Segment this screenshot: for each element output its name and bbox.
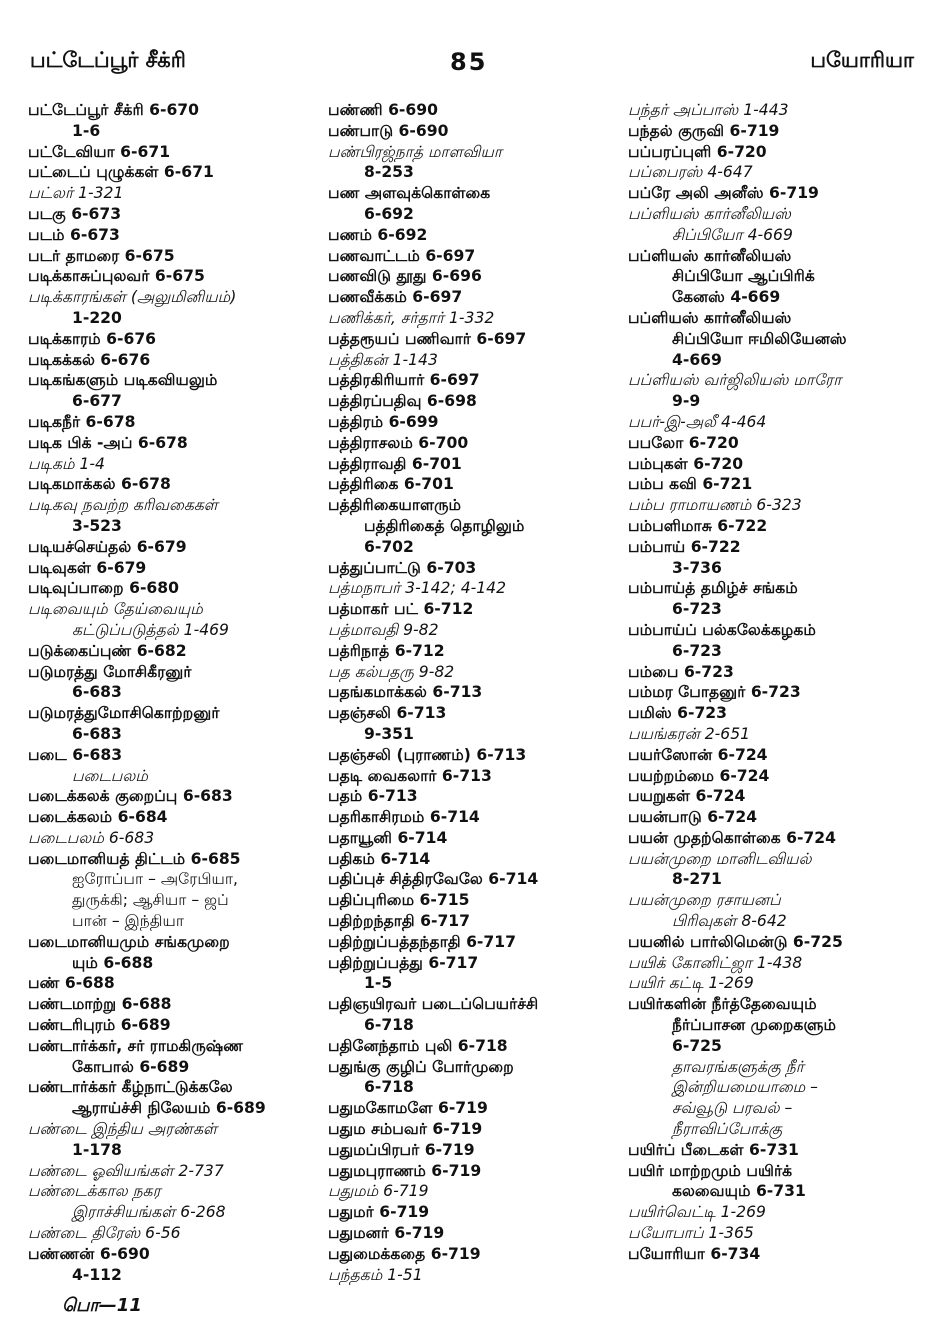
index-entry: பதுமகோமளே 6-719	[328, 1099, 488, 1118]
index-entry: பதுமர் 6-719	[328, 1203, 430, 1222]
index-entry: பயிர்ப் பீடைகள் 6-731	[628, 1140, 799, 1159]
index-entry: கட்டுப்படுத்தல் 1-469	[72, 620, 229, 639]
index-entry: பண்டார்க்கர், சர் ராமகிருஷ்ண	[28, 1036, 244, 1055]
index-entry: துருக்கி; ஆசியா – ஜப்	[72, 891, 229, 910]
index-entry: 1-5	[364, 974, 393, 993]
index-entry: பத்திராவதி 6-701	[328, 454, 462, 473]
index-entry: இன்றியமையாமை –	[672, 1078, 818, 1097]
index-entry: பபலோ 6-720	[628, 433, 739, 452]
index-entry: 4-669	[672, 350, 722, 369]
index-entry: படிகவு நவற்ற கரிவகைகள்	[28, 496, 218, 515]
index-entry: படிவுகள் 6-679	[28, 558, 147, 577]
index-entry: 3-523	[72, 516, 122, 535]
index-entry: பட்லர் 1-321	[28, 184, 124, 203]
index-entry: பப்ளியஸ் கார்னீலியஸ்	[628, 204, 791, 223]
index-entry: 9-9	[672, 392, 701, 411]
index-entry: படிகங்களும் படிகவியலும்	[28, 371, 218, 390]
index-entry: பம்புகள் 6-720	[628, 454, 744, 473]
index-entry: கேனஸ் 4-669	[672, 288, 781, 307]
index-entry: சவ்வூடு பரவல் –	[672, 1099, 793, 1118]
index-entry: பயிர் கட்டி 1-269	[628, 974, 754, 993]
index-entry: படிகநீர் 6-678	[28, 412, 136, 431]
index-entry: யும் 6-688	[72, 953, 154, 972]
index-entry: 6-718	[364, 1016, 414, 1035]
index-entry: நீராவிப்போக்கு	[672, 1120, 783, 1139]
index-entry: 6-725	[672, 1036, 722, 1055]
index-entry: பட்டேப்பூர் சீக்ரி 6-670	[28, 101, 199, 119]
index-entry: பண்டை ஓவியங்கள் 2-737	[28, 1161, 224, 1180]
index-entry: 6-683	[72, 724, 122, 743]
index-entry: பப்ரே அலி அனீஸ் 6-719	[628, 184, 819, 203]
index-entry: பணம் 6-692	[328, 225, 428, 244]
index-entry: படுமரத்து மோசிகீரனுர்	[28, 662, 192, 681]
index-entry: படியச்செய்தல் 6-679	[28, 537, 187, 556]
index-entry: பண்டை இந்திய அரண்கள்	[28, 1120, 218, 1139]
index-entry: பம்பாய்த் தமிழ்ச் சங்கம்	[628, 579, 798, 598]
index-entry: பணவிடு தூது 6-696	[328, 267, 482, 286]
index-entry: கலவையும் 6-731	[672, 1182, 806, 1201]
index-entry: பதினேந்தாம் புலி 6-718	[328, 1036, 508, 1055]
index-entry: படைமானியத் திட்டம் 6-685	[28, 849, 241, 868]
index-entry: படிக்காசுப்புலவர் 6-675	[28, 267, 205, 286]
index-entry: பத்திரிகையாளரும்	[328, 496, 462, 515]
index-entry: பயன்பாடு 6-724	[628, 808, 758, 827]
index-entry: சிப்பியோ ஈமிலியேனஸ்	[672, 329, 847, 348]
index-entry: ஆராய்ச்சி நிலேயம் 6-689	[72, 1099, 266, 1118]
index-entry: பண்டமாற்று 6-688	[28, 995, 172, 1014]
index-entry: பதிஞயிரவர் படைப்பெயர்ச்சி	[328, 995, 539, 1014]
index-entry: படைபலம் 6-683	[28, 828, 155, 847]
running-header	[30, 48, 914, 78]
index-entry: பயங்கரன் 2-651	[628, 724, 751, 743]
index-entry: பத்திரம் 6-699	[328, 412, 439, 431]
index-entry: பத்தரூயப் பணிவார் 6-697	[328, 329, 527, 348]
index-entry: பந்தல் குருவி 6-719	[628, 121, 780, 140]
index-entry: படை 6-683	[28, 745, 123, 764]
index-entry: பயர்ஸோன் 6-724	[628, 745, 768, 764]
index-entry: பப்பரப்புளி 6-720	[628, 142, 767, 161]
index-entry: பதிற்றந்தாதி 6-717	[328, 912, 470, 931]
index-entry: பயன் முதற்கொள்கை 6-724	[628, 828, 836, 847]
index-entry: பண அளவுக்கொள்கை	[328, 184, 491, 203]
index-entry: பணிக்கர், சர்தார் 1-332	[328, 308, 495, 327]
index-entry: பணவாட்டம் 6-697	[328, 246, 476, 265]
index-entry: 4-112	[72, 1265, 122, 1284]
index-entry: பண்டார்க்கர் கீழ்நாட்டுக்கலே	[28, 1078, 233, 1097]
index-entry: பயற்றம்மை 6-724	[628, 766, 770, 785]
index-entry: பம்ப கவி 6-721	[628, 475, 753, 494]
index-entry: பதிப்புரிமை 6-715	[328, 891, 470, 910]
index-entry: சிப்பியோ 4-669	[672, 225, 793, 244]
index-entry: பதிற்றுப்பத்தந்தாதி 6-717	[328, 932, 516, 951]
index-entry: பதுமபுராணம் 6-719	[328, 1161, 482, 1180]
index-entry: பதுமப்பிரபர் 6-719	[328, 1140, 475, 1159]
index-entry: பம்பாய்ப் பல்கலேக்கழகம்	[628, 620, 816, 639]
index-entry: கோபால் 6-689	[72, 1057, 190, 1076]
index-entry: பத்திரப்பதிவு 6-698	[328, 392, 477, 411]
index-entry: பப்ளியஸ் கார்னீலியஸ்	[628, 308, 792, 327]
index-entry: பம்பை 6-723	[628, 662, 734, 681]
index-entry: 1-6	[72, 121, 101, 140]
index-entry: இராச்சியங்கள் 6-268	[72, 1203, 226, 1222]
signature-mark: பொ—11	[62, 1295, 142, 1316]
index-entry: பத்திரிகைத் தொழிலும்	[364, 516, 525, 535]
index-entry: பண்டை திரேஸ் 6-56	[28, 1224, 181, 1243]
index-entry: பதுமம் 6-719	[328, 1182, 429, 1201]
index-entry: பதிப்புச் சித்திரவேலே 6-714	[328, 870, 539, 889]
index-entry: படிக பிக் -அப் 6-678	[28, 433, 188, 452]
index-entry: பதரிகாசிரமம் 6-714	[328, 808, 480, 827]
index-entry: பயிர் மாற்றமும் பயிர்க்	[628, 1161, 793, 1180]
index-entry: பந்தகம் 1-51	[328, 1265, 423, 1284]
index-entry: படைக்கலம் 6-684	[28, 808, 168, 827]
index-entry: பத்மாவதி 9-82	[328, 620, 439, 639]
index-entry: 1-220	[72, 308, 122, 327]
index-entry: பட்டேவியா 6-671	[28, 142, 171, 161]
index-entry: பண்பாடு 6-690	[328, 121, 449, 140]
index-entry: பட்டைப் புழுக்கள் 6-671	[28, 163, 214, 182]
index-entry: பிரிவுகள் 8-642	[672, 912, 787, 931]
index-entry: 9-351	[364, 724, 414, 743]
index-entry: படிகக்கல் 6-676	[28, 350, 151, 369]
index-entry: படுமரத்துமோசிகொற்றனுர்	[28, 704, 220, 723]
index-entry: நீர்ப்பாசன முறைகளும்	[672, 1016, 837, 1035]
index-entry: படர் தாமரை 6-675	[28, 246, 175, 265]
index-entry: பதும சம்பவர் 6-719	[328, 1120, 483, 1139]
index-entry: பதங்கமாக்கல் 6-713	[328, 683, 483, 702]
index-entry: பப்பைரஸ் 4-647	[628, 163, 753, 182]
index-entry: 6-723	[672, 641, 722, 660]
index-entry: பந்தர் அப்பாஸ் 1-443	[628, 101, 789, 119]
index-entry: 6-683	[72, 683, 122, 702]
index-entry: பதடி வைகலார் 6-713	[328, 766, 492, 785]
index-entry: படிவையும் தேய்வையும்	[28, 600, 203, 619]
index-entry: பப்ளியஸ் வர்ஜிலியஸ் மாரோ	[628, 371, 842, 390]
index-entry: பண்டைக்கால நகர	[28, 1182, 161, 1201]
index-entry: படைக்கலக் குறைப்பு 6-683	[28, 787, 233, 806]
index-entry: படிக்காரங்கள் (அலுமினியம்)	[28, 288, 237, 307]
index-entry: பத்ரிநாத் 6-712	[328, 641, 445, 660]
header-right-word: பயோரியா	[810, 48, 914, 72]
index-entry: பத்துப்பாட்டு 6-703	[328, 558, 477, 577]
index-entry: படைபலம்	[72, 766, 148, 785]
index-entry: பத கல்பதரு 9-82	[328, 662, 455, 681]
index-entry: பண்டரிபுரம் 6-689	[28, 1016, 171, 1035]
index-column-2	[328, 100, 618, 1285]
index-entry: பயன்முறை ரசாயனப்	[628, 891, 781, 910]
index-entry: பணவீக்கம் 6-697	[328, 288, 463, 307]
index-entry: பண்ணன் 6-690	[28, 1244, 150, 1263]
index-entry: பயன்முறை மானிடவியல்	[628, 849, 812, 868]
index-entry: பண் 6-688	[28, 974, 115, 993]
index-entry: பத்திராசலம் 6-700	[328, 433, 469, 452]
index-entry: பான் – இந்தியா	[72, 912, 185, 931]
index-entry: 6-692	[364, 204, 414, 223]
index-entry: படிவுப்பாறை 6-680	[28, 579, 179, 598]
index-entry: படிகமாக்கல் 6-678	[28, 475, 171, 494]
index-entry: சிப்பியோ ஆப்பிரிக்	[672, 267, 815, 286]
index-entry: பயனில் பார்லிமென்டு 6-725	[628, 932, 843, 951]
index-entry: பத்திரிகை 6-701	[328, 475, 454, 494]
index-entry: படுக்கைப்புண் 6-682	[28, 641, 187, 660]
index-column-3	[628, 100, 918, 1265]
index-entry: பயிர்வெட்டி 1-269	[628, 1203, 766, 1222]
index-entry: தாவரங்களுக்கு நீர்	[672, 1057, 804, 1076]
index-entry: பயிக் கோனிட்ஜா 1-438	[628, 953, 803, 972]
index-entry: பம்பளிமாசு 6-722	[628, 516, 768, 535]
index-entry: படிகம் 1-4	[28, 454, 105, 473]
index-entry: பதஞ்சலி 6-713	[328, 704, 447, 723]
index-entry: பதாயூனி 6-714	[328, 828, 448, 847]
index-entry: 6-677	[72, 392, 122, 411]
index-entry: படம் 6-673	[28, 225, 120, 244]
index-entry: பதுமைக்கதை 6-719	[328, 1244, 481, 1263]
index-entry: பதிற்றுப்பத்து 6-717	[328, 953, 479, 972]
index-entry: 6-702	[364, 537, 414, 556]
index-column-1	[28, 100, 318, 1285]
index-entry: பத்மாகர் பட் 6-712	[328, 600, 474, 619]
index-entry: ஐரோப்பா – அரேபியா,	[72, 870, 239, 889]
index-entry: பயோபாப் 1-365	[628, 1224, 754, 1243]
index-entry: பபர்-இ-அலீ 4-464	[628, 412, 767, 431]
index-entry: பப்ளியஸ் கார்னீலியஸ்	[628, 246, 792, 265]
index-entry: பம்ப ராமாயணம் 6-323	[628, 496, 802, 515]
index-entry: 6-718	[364, 1078, 414, 1097]
index-entry: பயறுகள் 6-724	[628, 787, 746, 806]
index-entry: பதம் 6-713	[328, 787, 418, 806]
index-entry: பதுங்கு குழிப் போர்முறை	[328, 1057, 514, 1076]
index-entry: பம்பாய் 6-722	[628, 537, 741, 556]
index-entry: பண்பிரஜ்நாத் மாளவியா	[328, 142, 503, 161]
index-entry: 6-723	[672, 600, 722, 619]
index-entry: பண்ணி 6-690	[328, 101, 438, 119]
index-entry: பயோரியா 6-734	[628, 1244, 761, 1263]
index-entry: பதுமனர் 6-719	[328, 1224, 445, 1243]
index-entry: 8-253	[364, 163, 414, 182]
index-entry: பதிகம் 6-714	[328, 849, 431, 868]
page-number: 85	[450, 48, 488, 76]
index-entry: பயிர்களின் நீர்த்தேவையும்	[628, 995, 817, 1014]
index-entry: 3-736	[672, 558, 722, 577]
index-entry: பத்திகன் 1-143	[328, 350, 438, 369]
index-entry: பமிஸ் 6-723	[628, 704, 728, 723]
index-entry: படிக்காரம் 6-676	[28, 329, 157, 348]
index-entry: படகு 6-673	[28, 204, 122, 223]
index-entry: பத்திரகிரியார் 6-697	[328, 371, 480, 390]
index-entry: 8-271	[672, 870, 722, 889]
header-left-word: பட்டேப்பூர் சீக்ரி	[30, 48, 186, 72]
index-entry: 1-178	[72, 1140, 122, 1159]
index-entry: பத்மநாபர் 3-142; 4-142	[328, 579, 507, 598]
index-entry: பதஞ்சலி (புராணம்) 6-713	[328, 745, 527, 764]
index-entry: படைமானியமும் சங்கமுறை	[28, 932, 230, 951]
index-entry: பம்மர போதனுர் 6-723	[628, 683, 801, 702]
